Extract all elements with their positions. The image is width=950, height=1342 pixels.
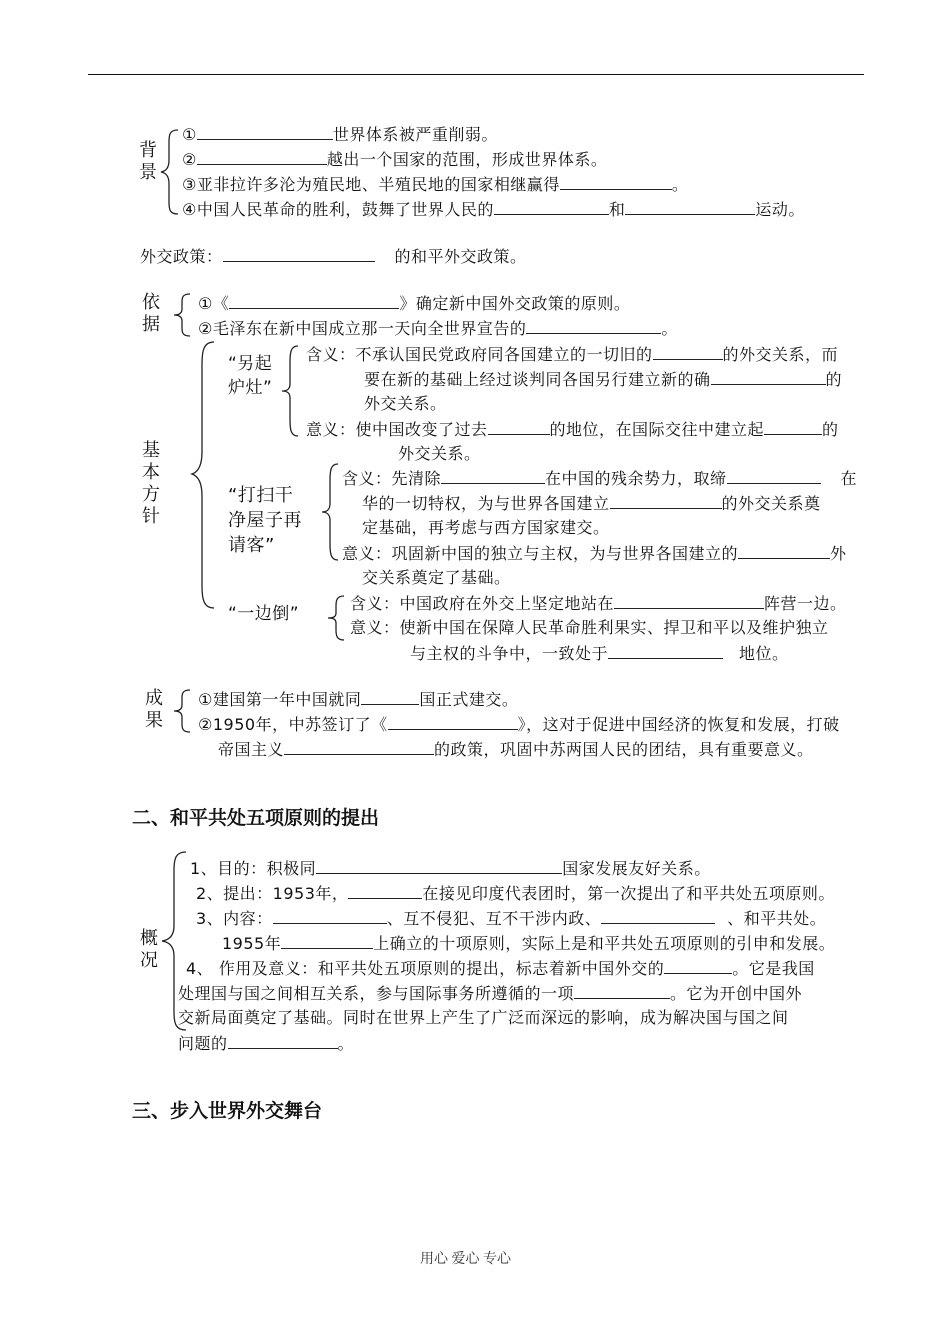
results-label: 成果 bbox=[145, 688, 163, 731]
p2-title-line2: 净屋子再 bbox=[228, 510, 302, 531]
section2-brace bbox=[160, 850, 190, 1032]
s2-line1: 1、目的：积极同 国家发展友好关系。 bbox=[190, 859, 711, 878]
results-brace bbox=[172, 688, 194, 734]
p2-title-line3: 请客” bbox=[228, 535, 275, 556]
results-item-2b: 帝国主义 的政策，巩固中苏两国人民的团结，具有重要意义。 bbox=[218, 740, 814, 759]
p1-title-line2: 炉灶” bbox=[228, 378, 273, 398]
background-item-3: ③亚非拉许多沦为殖民地、半殖民地的国家相继赢得 。 bbox=[182, 175, 689, 194]
p1-significance-line2: 外交关系。 bbox=[398, 444, 481, 463]
section3-heading: 三、步入世界外交舞台 bbox=[132, 1101, 323, 1122]
section2-label: 概况 bbox=[140, 928, 158, 971]
p2-significance-line2: 交关系奠定了基础。 bbox=[362, 568, 511, 587]
p1-meaning-line2: 要在新的基础上经过谈判同各国另行建立新的确 的 bbox=[364, 370, 843, 389]
background-label: 背景 bbox=[139, 140, 157, 183]
page-footer: 用心 爱心 专心 bbox=[420, 1252, 511, 1267]
principles-label: 基本方针 bbox=[142, 440, 160, 527]
p2-brace bbox=[320, 462, 342, 562]
header-rule bbox=[88, 74, 864, 75]
s2-line5: 4、 作用及意义：和平共处五项原则的提出，标志着新中国外交的 。它是我国 bbox=[186, 959, 815, 978]
p1-meaning-line1: 含义：不承认国民党政府同各国建立的一切旧的 的外交关系，而 bbox=[306, 345, 839, 364]
section2-heading: 二、和平共处五项原则的提出 bbox=[132, 808, 380, 829]
results-item-2: ②1950年，中苏签订了《 》，这对于促进中国经济的恢复和发展，打破 bbox=[198, 715, 840, 734]
p1-significance-line1: 意义：使中国改变了过去 的地位，在国际交往中建立起 的 bbox=[306, 420, 839, 439]
p3-title: “一边倒” bbox=[228, 604, 300, 624]
background-brace bbox=[160, 128, 182, 216]
s2-line3: 3、内容： 、互不侵犯、互不干涉内政、 、和平共处。 bbox=[196, 909, 827, 928]
s2-line2: 2、提出：1953年， 在接见印度代表团时，第一次提出了和平共处五项原则。 bbox=[196, 884, 835, 903]
p2-meaning-line2: 华的一切特权，为与世界各国建立 的外交关系奠 bbox=[362, 494, 821, 513]
background-item-2: ② 越出一个国家的范围，形成世界体系。 bbox=[182, 150, 608, 169]
basis-brace bbox=[172, 292, 194, 338]
p2-meaning-line3: 定基础，再考虑与西方国家建交。 bbox=[362, 518, 610, 537]
s2-line6: 处理国与国之间相互关系，参与国际事务所遵循的一项 。它为开创中国外 bbox=[178, 984, 803, 1003]
basis-item-2: ②毛泽东在新中国成立那一天向全世界宣告的 。 bbox=[198, 319, 678, 338]
p2-meaning-line1: 含义：先清除 在中国的残余势力，取缔 在 bbox=[342, 469, 858, 488]
p3-significance-line1: 意义：使新中国在保障人民革命胜利果实、捍卫和平以及维护独立 bbox=[350, 618, 829, 637]
p1-brace bbox=[280, 344, 302, 438]
p3-meaning: 含义：中国政府在外交上坚定地站在 阵营一边。 bbox=[350, 594, 847, 613]
results-item-1: ①建国第一年中国就同 国正式建交。 bbox=[198, 690, 519, 709]
principles-brace bbox=[190, 340, 220, 610]
s2-line7: 交新局面奠定了基础。同时在世界上产生了广泛而深远的影响，成为解决国与国之间 bbox=[178, 1008, 789, 1027]
p1-meaning-line3: 外交关系。 bbox=[364, 394, 447, 413]
background-item-4: ④中国人民革命的胜利，鼓舞了世界人民的 和 运动。 bbox=[182, 200, 805, 219]
p1-title-line1: “另起 bbox=[228, 354, 273, 374]
p3-significance-line2: 与主权的斗争中，一致处于 地位。 bbox=[410, 644, 789, 663]
p2-significance-line1: 意义：巩固新中国的独立与主权，为与世界各国建立的 外 bbox=[342, 544, 847, 563]
p2-title-line1: “打扫干 bbox=[228, 485, 294, 506]
basis-label: 依据 bbox=[142, 292, 160, 335]
s2-line4: 1955年 上确立的十项原则，实际上是和平共处五项原则的引申和发展。 bbox=[222, 934, 836, 953]
s2-line8: 问题的 。 bbox=[178, 1034, 355, 1053]
basis-item-1: ①《 》确定新中国外交政策的原则。 bbox=[198, 294, 631, 313]
policy-line: 外交政策： 的和平外交政策。 bbox=[140, 247, 527, 266]
background-item-1: ① 世界体系被严重削弱。 bbox=[182, 125, 498, 144]
p3-brace bbox=[326, 594, 348, 644]
